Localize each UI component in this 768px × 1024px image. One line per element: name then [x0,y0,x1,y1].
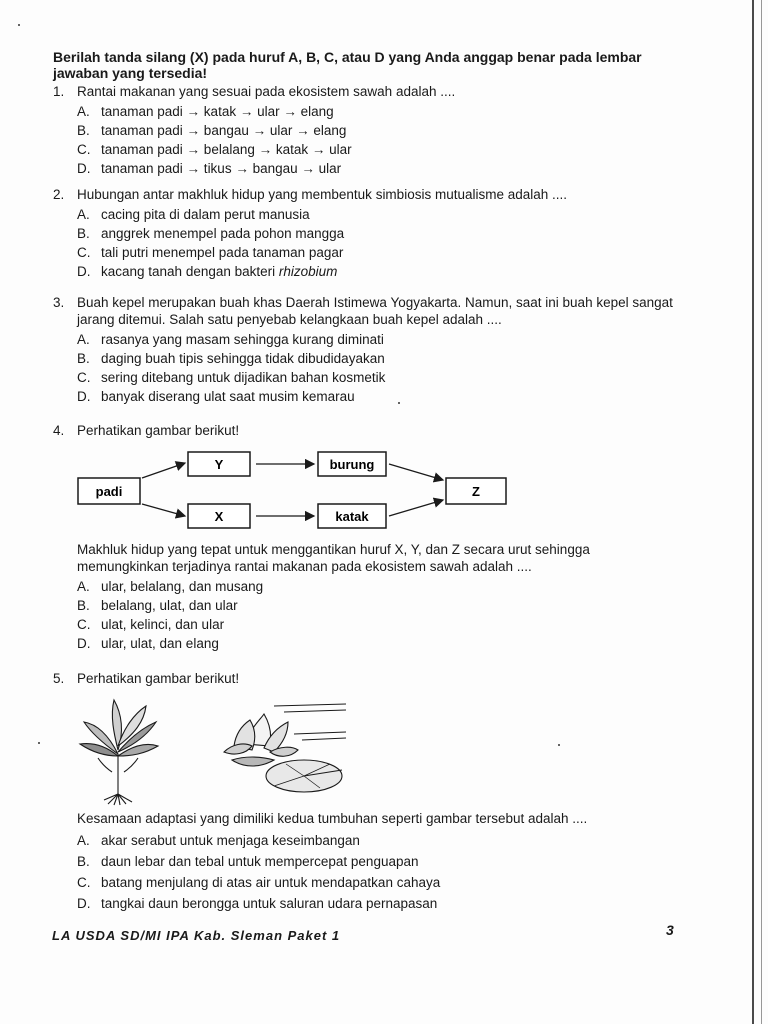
arrow-katak-z [389,500,443,516]
option-b [77,596,671,615]
option-letter: B. [77,123,90,138]
option-b [77,121,693,140]
question-prompt: Makhluk hidup yang tepat untuk menggantikan huruf X, Y, dan Z secara urut sehingga memungkinkan terjadinya rantai makanan pada ekosistem sawah adalah .... [77,542,590,574]
lotus-illustration [224,704,346,792]
option-d [77,893,671,914]
arrow-burung-z [389,464,443,480]
option-d [77,387,693,406]
question-number: 3. [53,295,65,310]
option-letter: C. [77,245,91,260]
page-number: 3 [666,922,674,938]
option-d [77,159,693,178]
page-footer: LA USDA SD/MI IPA Kab. Sleman Paket 1 [52,928,341,943]
question-number: 2. [53,187,65,202]
option-letter: A. [77,833,90,848]
question-stem: Rantai makanan yang sesuai pada ekosistem sawah adalah .... [77,84,456,99]
option-text: tanaman padi → tikus → bangau → ular [101,161,342,176]
question-stem: Buah kepel merupakan buah khas Daerah Istimewa Yogyakarta. Namun, saat ini buah kepel sangat jarang ditemui. Salah satu penyebab kelangkaan buah kepel adalah .... [77,295,673,327]
question-5-body [77,810,671,914]
question-2 [53,186,693,281]
option-text: daging buah tipis sehingga tidak dibudidayakan [101,351,385,366]
box-y-label: Y [214,457,224,472]
option-c [77,872,671,893]
option-text: ulat, kelinci, dan ular [101,617,225,632]
question-number: 4. [53,423,65,438]
box-x [188,504,250,528]
scan-speck [398,402,400,404]
option-text: ular, belalang, dan musang [101,579,264,594]
option-text: rasanya yang masam sehingga kurang diminati [101,332,384,347]
water-hyacinth-illustration [80,700,158,805]
option-letter: A. [77,332,90,347]
scan-speck [18,24,20,26]
scan-speck [38,742,40,744]
option-b [77,851,671,872]
question-number: 5. [53,671,65,686]
option-letter: B. [77,351,90,366]
question-prompt: Kesamaan adaptasi yang dimiliki kedua tumbuhan seperti gambar tersebut adalah .... [77,811,588,826]
option-text: daun lebar dan tebal untuk mempercepat penguapan [101,854,419,869]
option-text: belalang, ulat, dan ular [101,598,238,613]
option-letter: A. [77,104,90,119]
option-letter: C. [77,370,91,385]
option-c [77,615,671,634]
option-a [77,205,693,224]
option-c [77,243,693,262]
box-padi-label: padi [95,484,123,499]
box-y [188,452,250,476]
box-padi [78,478,140,504]
option-letter: A. [77,579,90,594]
option-b [77,224,693,243]
option-text: kacang tanah dengan bakteri [101,264,279,279]
option-letter: D. [77,636,91,651]
question-number: 1. [53,84,65,99]
question-stem: Perhatikan gambar berikut! [77,671,240,686]
option-letter: C. [77,617,91,632]
option-text: ular, ulat, dan elang [101,636,219,651]
question-3 [53,294,693,406]
option-c [77,368,693,387]
question-5 [53,670,693,687]
option-letter: D. [77,896,91,911]
food-web-diagram [76,448,516,534]
option-text: anggrek menempel pada pohon mangga [101,226,345,241]
question-1 [53,83,693,178]
option-text: banyak diserang ulat saat musim kemarau [101,389,355,404]
option-text: cacing pita di dalam perut manusia [101,207,310,222]
option-letter: C. [77,875,91,890]
scan-edge-line-secondary [761,0,762,1024]
option-d [77,634,671,653]
option-text: tanaman padi → bangau → ular → elang [101,123,347,138]
option-text: batang menjulang di atas air untuk mendapatkan cahaya [101,875,441,890]
box-burung [318,452,386,476]
arrow-padi-x [142,504,185,516]
box-katak [318,504,386,528]
option-text: tanaman padi → katak → ular → elang [101,104,334,119]
box-z-label: Z [472,484,480,499]
option-text: akar serabut untuk menjaga keseimbangan [101,833,360,848]
plant-illustrations [74,694,364,806]
option-letter: D. [77,389,91,404]
question-4-body [77,541,671,653]
option-text: tanaman padi → belalang → katak → ular [101,142,352,157]
option-c [77,140,693,159]
option-a [77,577,671,596]
option-letter: D. [77,264,91,279]
arrow-padi-y [142,463,185,478]
question-4 [53,422,693,439]
box-z [446,478,506,504]
box-katak-label: katak [335,509,369,524]
question-stem: Perhatikan gambar berikut! [77,423,240,438]
question-stem: Hubungan antar makhluk hidup yang membentuk simbiosis mutualisme adalah .... [77,187,568,202]
option-text: sering ditebang untuk dijadikan bahan kosmetik [101,370,386,385]
option-b [77,349,693,368]
option-letter: B. [77,226,90,241]
option-letter: D. [77,161,91,176]
option-text: tali putri menempel pada tanaman pagar [101,245,344,260]
instructions: Berilah tanda silang (X) pada huruf A, B, C, atau D yang Anda anggap benar pada lembar jawaban yang tersedia! [53,49,642,81]
option-a [77,330,693,349]
option-letter: B. [77,598,90,613]
scan-edge-line [752,0,754,1024]
option-italic-term: rhizobium [278,264,338,279]
option-a [77,830,671,851]
box-burung-label: burung [329,457,375,472]
option-text: tangkai daun berongga untuk saluran udara pernapasan [101,896,438,911]
option-letter: A. [77,207,90,222]
box-x-label: X [214,509,224,524]
option-letter: B. [77,854,90,869]
option-d [77,262,693,281]
option-a [77,102,693,121]
scan-speck [558,744,560,746]
option-letter: C. [77,142,91,157]
